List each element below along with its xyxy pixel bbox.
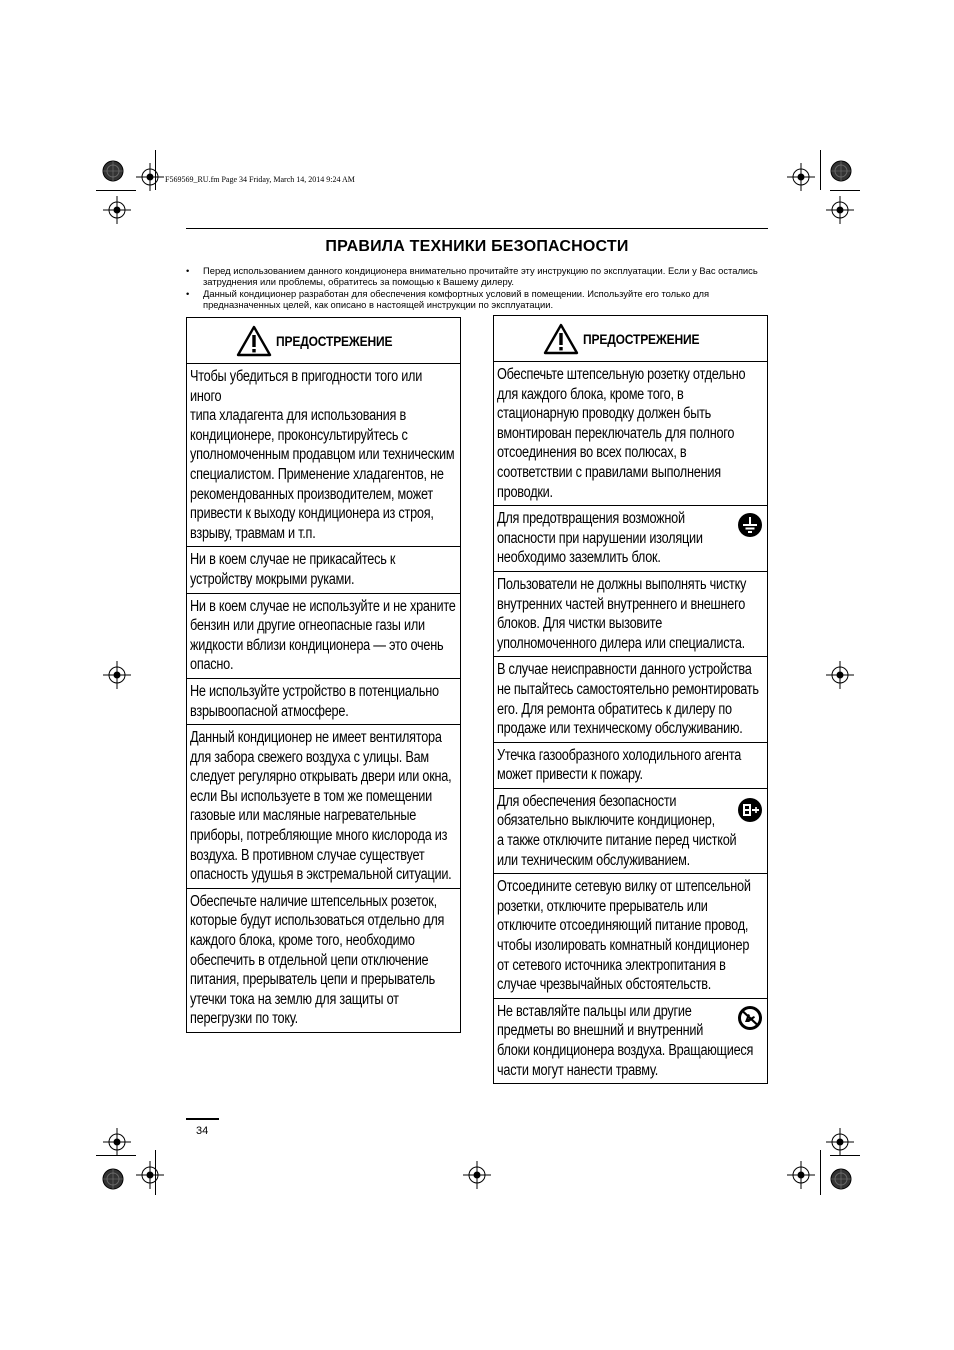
warning-cell [494, 874, 767, 999]
registration-mark-icon [463, 1161, 491, 1189]
no-fingers-icon [737, 1005, 763, 1031]
warning-text: Обеспечьте наличие штепсельных розеток, которые будут использоваться отдельно для каждого блока, кроме того, необходимо обеспечить в отдельной цепи отключение питания, прерыватель цепи и прерыватель утечки тока на землю для защиты от перегрузки по току. [190, 892, 445, 1028]
warning-cell [187, 547, 460, 593]
warning-cell [494, 362, 767, 506]
warning-cell [494, 572, 767, 657]
warning-text: Утечка газообразного холодильного агента может привести к пожару. [497, 746, 742, 784]
warning-text: Не используйте устройство в потенциально взрывоопасной атмосфере. [190, 682, 439, 720]
registration-mark-icon [826, 1128, 854, 1156]
warning-cell [494, 789, 767, 874]
warning-label: ПРЕДОСТРЕЖЕНИЕ [275, 332, 393, 349]
warning-text: Ни в коем случае не прикасайтесь к устройству мокрыми руками. [190, 551, 396, 588]
intro-list [186, 265, 768, 311]
page-title: ПРАВИЛА ТЕХНИКИ БЕЗОПАСНОСТИ [325, 238, 629, 255]
color-target-icon [102, 1168, 124, 1190]
registration-mark-icon [787, 1161, 815, 1189]
warning-text: Данный кондиционер не имеет вентилятора для забора свежего воздуха с улицы. Вам следует регулярно открывать двери или окна, если Вы используете в том же помещении газовые или масляные нагревательные приборы, потребляющие много кислорода из воздуха. В противном случае существует опасность удушья в экстремальной ситуации. [190, 729, 452, 884]
registration-mark-icon [826, 661, 854, 689]
warning-header [494, 316, 767, 362]
warning-cell [494, 743, 767, 789]
warning-table-right [493, 315, 768, 1084]
warning-cell [187, 594, 460, 679]
color-target-icon [830, 1168, 852, 1190]
crop-mark [820, 1150, 821, 1195]
warning-triangle-icon [543, 323, 579, 355]
warning-header [187, 318, 460, 364]
warning-cell [187, 725, 460, 889]
warning-cell [187, 889, 460, 1032]
warning-cell [494, 999, 767, 1083]
warning-text: Чтобы убедиться в пригодности того или иного типа хладагента для использования в кондиционере, проконсультируйтесь с уполномоченным продавцом или техническим специалистом. Применение хладагентов, не рекомендованных производителем, может привести к выходу кондиционера из строя, взрыву, травмам и т.п. [190, 368, 455, 542]
warning-table-left [186, 317, 461, 1033]
warning-label: ПРЕДОСТРЕЖЕНИЕ [582, 330, 700, 347]
registration-mark-icon [103, 196, 131, 224]
warning-text: Для предотвращения возможной опасности при нарушении изоляции необходимо заземлить блок. [497, 510, 703, 567]
warning-cell [494, 506, 767, 572]
color-target-icon [102, 160, 124, 182]
registration-mark-icon [103, 1128, 131, 1156]
unplug-icon [737, 797, 763, 823]
warning-text: Ни в коем случае не используйте и не храните бензин или другие огнеопасные газы или жидкости вблизи кондиционера — это очень опасно. [190, 597, 456, 674]
warning-text: Не вставляйте пальцы или другие предметы во внешний и внутренний блоки кондиционера воздуха. Вращающиеся части могут нанести травму. [497, 1002, 754, 1079]
warning-text: Для обеспечения безопасности обязательно выключите кондиционер, а также отключите питание перед чисткой или техническим обслуживанием. [497, 792, 737, 869]
warning-triangle-icon [236, 325, 272, 357]
crop-mark [820, 150, 821, 190]
color-target-icon [830, 160, 852, 182]
crop-mark [155, 1150, 156, 1195]
warning-cell [187, 679, 460, 725]
crop-mark [96, 1155, 136, 1156]
registration-mark-icon [103, 661, 131, 689]
file-info: F569569_RU.fm Page 34 Friday, March 14, 2014 9:24 AM [165, 175, 355, 184]
registration-mark-icon [136, 1161, 164, 1189]
crop-mark [830, 190, 860, 191]
crop-mark [830, 1155, 860, 1156]
registration-mark-icon [136, 163, 164, 191]
warning-text: Обеспечьте штепсельную розетку отдельно для каждого блока, кроме того, в стационарную проводку должен быть вмонтирован переключатель для полного отсоединения во всех полюсах, в соответствии с правилами выполнения проводки. [497, 366, 746, 501]
warning-text: Пользователи не должны выполнять чистку внутренних частей внутреннего и внешнего блоков. Для чистки вызовите уполномоченного дилера или специалиста. [497, 575, 747, 652]
intro-bullet: • Данный кондиционер разработан для обеспечения комфортных условий в помещении. Используйте его только для предназначенных целей, как описано в настоящей инструкции по эксплуатации. [186, 288, 768, 311]
top-rule [186, 228, 768, 229]
registration-mark-icon [787, 163, 815, 191]
warning-cell [494, 657, 767, 742]
warning-cell [187, 364, 460, 547]
page-number: 34 [196, 1125, 209, 1137]
crop-mark [155, 150, 156, 190]
ground-icon [737, 512, 763, 538]
warning-text: Отсоедините сетевую вилку от штепсельной розетки, отключите прерыватель или отключите отсоединяющий питание провод, чтобы изолировать комнатный кондиционер от сетевого источника электропитания в случае чрезвычайных обстоятельств. [497, 878, 751, 994]
page-number-rule [186, 1118, 219, 1120]
warning-text: В случае неисправности данного устройства не пытайтесь самостоятельно ремонтировать его. Для ремонта обратитесь к дилеру по продаже или техническому обслуживанию. [497, 661, 759, 738]
crop-mark [96, 190, 136, 191]
intro-bullet: • Перед использованием данного кондиционера внимательно прочитайте эту инструкцию по эксплуатации. Если у Вас остались затруднения или проблемы, обратитесь за помощью к Вашему дилеру. [186, 265, 768, 288]
registration-mark-icon [826, 196, 854, 224]
